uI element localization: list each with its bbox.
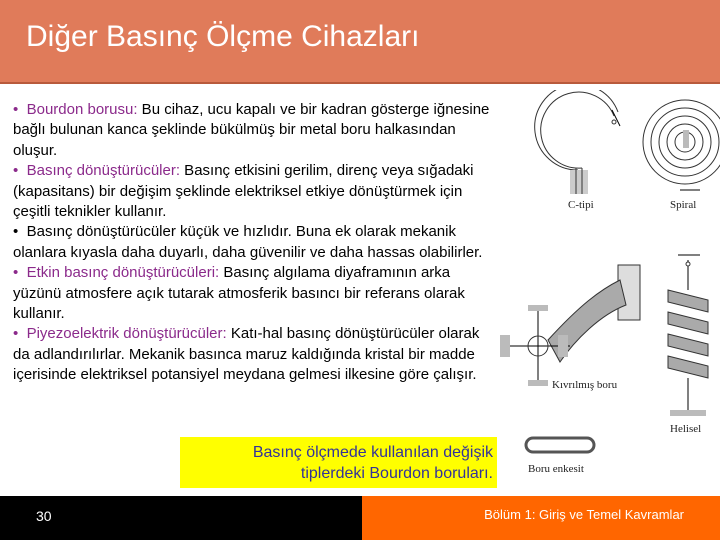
label-helical: Helisel <box>670 423 702 435</box>
bullet-item: • Basınç dönüştürücüler: Basınç etkisini gerilim, direnç veya sığadaki (kapasitans) bir değişim şeklinde elektriksel etkiye dönüştürmek için çeşitli teknikler kullanır. <box>13 162 474 221</box>
bullet-item: • Piyezoelektrik dönüştürücüler: Katı-hal basınç dönüştürücüler olarak da adlandırılırlar. Mekanik basınca maruz kaldığında kristal bir madde içerisinde elektriksel potansiyel meydana gelmesi ilkesine göre çalışır. <box>13 325 480 384</box>
caption-line-2: tiplerdeki Bourdon boruları. <box>300 465 493 482</box>
bourdon-tubes-figure <box>490 90 720 490</box>
page-number: 30 <box>36 508 52 524</box>
bullet-lead: Piyezoelektrik dönüştürücüler: <box>26 325 227 343</box>
bullet-lead: Etkin basınç dönüştürücüleri: <box>26 264 220 282</box>
bullet-text: Basınç etkisini gerilim, direnç veya sığadaki (kapasitans) bir değişim şeklinde elektriksel etkiye dönüştürmek için çeşitli teknikler kullanır. <box>13 162 474 221</box>
bullet-item: • Etkin basınç dönüştürücüleri: Basınç algılama diyaframının arka yüzünü atmosfere açık tutarak atmosferik basıncı bir referans olarak kullanır. <box>13 264 465 323</box>
tube-cross-section-drawing <box>526 438 594 452</box>
footer-right <box>362 496 720 540</box>
bullet-lead: Basınç dönüştürücüler: <box>26 162 181 180</box>
bullet-text: Katı-hal basınç dönüştürücüler olarak da adlandırılırlar. Mekanik basınca maruz kaldığında kristal bir madde içerisinde elektriksel potansiyel meydana gelmesi ilkesine göre çalışır. <box>13 325 480 384</box>
slide-title: Diğer Basınç Ölçme Cihazları <box>26 20 420 53</box>
helical-tube-drawing <box>668 255 708 416</box>
chapter-label: Bölüm 1: Giriş ve Temel Kavramlar <box>484 507 684 522</box>
bullet-text: Basınç algılama diyaframının arka yüzünü atmosfere açık tutarak atmosferik basıncı bir referans olarak kullanır. <box>13 264 465 323</box>
bullet-lead: Bourdon borusu: <box>26 101 138 118</box>
slide-body <box>13 100 491 386</box>
c-type-tube-drawing <box>535 90 620 194</box>
title-bar <box>0 0 720 84</box>
bullet-text: Basınç dönüştürücüler küçük ve hızlıdır. Buna ek olarak mekanik olanlara kıyasla daha duyarlı, daha güvenilir ve daha hassas olabilirler. <box>13 223 483 261</box>
bullet-item: • Bourdon borusu: Bu cihaz, ucu kapalı ve bir kadran gösterge iğnesine bağlı bulunan kanca şeklinde bükülmüş bir metal boru halkasından oluşur. <box>13 101 490 159</box>
bullet-item: • Basınç dönüştürücüler küçük ve hızlıdır. Buna ek olarak mekanik olanlara kıyasla daha duyarlı, daha güvenilir ve daha hassas olabilirler. <box>13 223 483 261</box>
bullet-text: Bu cihaz, ucu kapalı ve bir kadran gösterge iğnesine bağlı bulunan kanca şeklinde bükülmüş bir metal boru halkasından oluşur. <box>13 101 490 159</box>
caption-line-1: Basınç ölçmede kullanılan değişik <box>252 444 493 461</box>
spiral-tube-drawing <box>643 100 720 190</box>
figure-caption <box>180 437 497 488</box>
label-cross-section: Boru enkesit <box>528 463 584 475</box>
label-c-type: C-tipi <box>568 199 594 211</box>
footer-left <box>0 496 362 540</box>
twisted-tube-drawing <box>500 265 640 386</box>
label-spiral: Spiral <box>670 199 697 211</box>
label-twisted: Kıvrılmış boru <box>552 379 618 391</box>
